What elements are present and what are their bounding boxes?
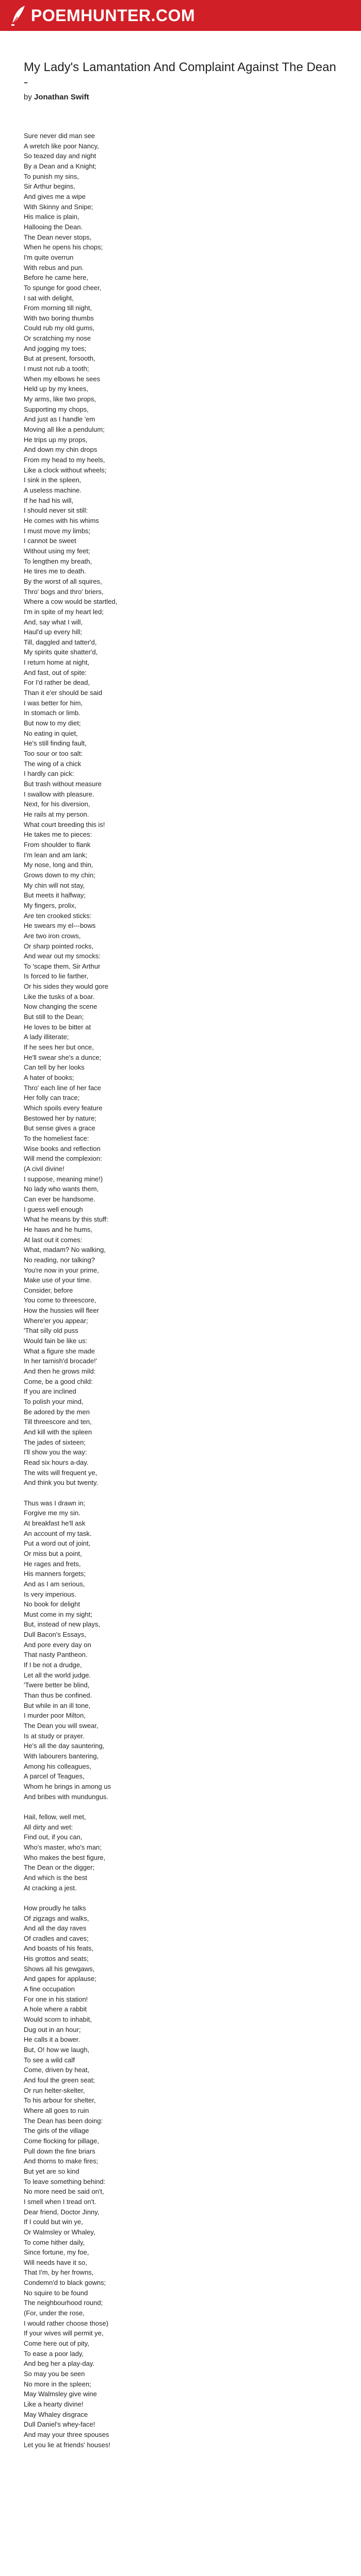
poem-line: He rails at my person. xyxy=(24,810,89,818)
poem-line: Will needs have it so, xyxy=(24,2258,87,2266)
poem-line: Must come in my sight; xyxy=(24,1610,92,1618)
poem-line: Wise books and reflection xyxy=(24,1144,101,1153)
poem-line: Condemn'd to black gowns; xyxy=(24,2279,106,2287)
poem-line: I'll show you the way: xyxy=(24,1448,87,1456)
poem-line: At last out it comes: xyxy=(24,1235,83,1244)
poem-line: Could rub my old gums, xyxy=(24,324,95,332)
poem-line: And down my chin drops xyxy=(24,446,97,454)
poem-line: And as I am serious, xyxy=(24,1580,85,1588)
poem-line: He swears my el---bows xyxy=(24,922,96,930)
poem-line: Dear friend, Doctor Jinny, xyxy=(24,2208,100,2216)
poem-line: In stomach or limb. xyxy=(24,709,80,717)
poem-line: To ease a poor lady, xyxy=(24,2349,84,2358)
poem-line: Who's master, who's man; xyxy=(24,1843,102,1851)
poem-line: Read six hours a-day. xyxy=(24,1458,89,1466)
poem-line: I'm in spite of my heart led; xyxy=(24,607,104,616)
poem-line: Moving all like a pendulum; xyxy=(24,426,105,434)
poem-line: Like the tusks of a boar. xyxy=(24,992,95,1001)
poem-line: The neighbourhood round; xyxy=(24,2299,103,2307)
poem-line: How the hussies will fleer xyxy=(24,1307,99,1315)
poem-line: Come here out of pity, xyxy=(24,2340,89,2348)
byline xyxy=(24,93,338,102)
poem-line: Would scorn to inhabit, xyxy=(24,2015,92,2024)
poem-line: The wits will frequent ye, xyxy=(24,1468,97,1477)
poem-line: When he opens his chops; xyxy=(24,243,103,251)
poem-line: Or scratching my nose xyxy=(24,334,91,343)
poem-line: Bestowed her by nature; xyxy=(24,1114,96,1122)
poem-line: You come to threescore, xyxy=(24,1296,96,1304)
poem-line: Or sharp pointed rocks, xyxy=(24,942,94,950)
poem-body xyxy=(24,131,338,2450)
poem-line: Supporting my chops, xyxy=(24,405,89,413)
poem-line: The Dean never stops, xyxy=(24,233,92,241)
poem-line: Pull down the fine briars xyxy=(24,2147,95,2155)
poem-line: He's still finding fault, xyxy=(24,739,87,748)
poem-line: He's all the day sauntering, xyxy=(24,1742,105,1750)
poem-title: My Lady's Lamantation And Complaint Against The Dean - xyxy=(24,60,336,89)
poem-line: The girls of the village xyxy=(24,2127,89,2135)
poem-line: But at present, forsooth, xyxy=(24,354,95,363)
poem-line: A wretch like poor Nancy, xyxy=(24,142,99,150)
poem-line: With labourers bantering, xyxy=(24,1752,99,1760)
poem-line: (A civil divine! xyxy=(24,1164,64,1173)
poem-line: And pore every day on xyxy=(24,1640,91,1649)
poem-line: But yet are so kind xyxy=(24,2167,79,2175)
poem-line: The Dean has been doing: xyxy=(24,2116,103,2125)
poem-line: Forgive me my sin. xyxy=(24,1509,80,1517)
poem-line: Haul'd up every hill; xyxy=(24,628,83,636)
poem-line: Dug out in an hour; xyxy=(24,2025,81,2033)
poem-line: Or run helter-skelter, xyxy=(24,2086,85,2094)
poem-line: I sat with delight, xyxy=(24,294,74,302)
byline-prefix: by xyxy=(24,93,32,101)
poem-line: What, madam? No walking, xyxy=(24,1246,106,1254)
poem-line: Till threescore and ten, xyxy=(24,1418,92,1426)
poem-line: Like a hearty divine! xyxy=(24,2400,84,2408)
poem-line: The jades of sixteen; xyxy=(24,1438,86,1446)
poem-line: But trash without measure xyxy=(24,780,102,788)
poem-line: May Walmsley give wine xyxy=(24,2390,97,2398)
poem-line: Are ten crooked sticks: xyxy=(24,911,92,920)
poem-line: To 'scape them, Sir Arthur xyxy=(24,962,101,970)
poem-line: I guess well enough xyxy=(24,1205,83,1213)
poem-line: He calls it a bower. xyxy=(24,2036,80,2044)
poem-line: I would rather choose those) xyxy=(24,2319,109,2327)
poem-line: A hole where a rabbit xyxy=(24,2005,87,2013)
poem-line: I must move my limbs; xyxy=(24,527,91,535)
poem-line: What court breeding this is! xyxy=(24,820,105,828)
poem-line: But sense gives a grace xyxy=(24,1124,95,1132)
poem-line: Is very imperious. xyxy=(24,1590,76,1598)
poem-line: He takes me to pieces: xyxy=(24,831,92,839)
poem-line: Grows down to my chin; xyxy=(24,871,95,879)
poem-line: Where'er you appear; xyxy=(24,1316,88,1325)
site-logo[interactable] xyxy=(9,5,195,26)
poem-line: If I be not a drudge, xyxy=(24,1661,82,1669)
poem-line: Too sour or too salt: xyxy=(24,750,83,758)
poem-line: He'll swear she's a dunce; xyxy=(24,1053,102,1061)
poem-line: Is forced to lie farther, xyxy=(24,972,89,980)
poem-line: To spunge for good cheer, xyxy=(24,283,102,292)
poem-line: Without using my feet; xyxy=(24,547,90,555)
poem-line: To his arbour for shelter, xyxy=(24,2096,96,2105)
poem-line: Dull Daniel's whey-face! xyxy=(24,2420,95,2429)
poem-line: My spirits quite shatter'd, xyxy=(24,648,98,656)
logo-text: POEMHUNTER.COM xyxy=(31,6,195,25)
poem-stanza xyxy=(24,131,338,1488)
poem-line: And wear out my smocks: xyxy=(24,952,101,960)
poem-line: So teazed day and night xyxy=(24,152,96,160)
poem-line: And all the day raves xyxy=(24,1924,87,1933)
poem-line: All dirty and wet: xyxy=(24,1823,73,1831)
author-name[interactable]: Jonathan Swift xyxy=(34,93,89,101)
poem-stanza xyxy=(24,1812,338,1893)
poem-line: Come, be a good child: xyxy=(24,1377,93,1385)
poem-line: I return home at night, xyxy=(24,658,90,667)
poem-line: An account of my task. xyxy=(24,1529,92,1537)
poem-line: I sink in the spleen, xyxy=(24,476,81,484)
poem-line: But meets it halfway; xyxy=(24,891,86,900)
poem-line: With rebus and pun. xyxy=(24,263,84,272)
poem-line: Are two iron crows, xyxy=(24,931,81,940)
poem-line: Where a cow would be startled, xyxy=(24,598,118,606)
poem-line: Which spoils every feature xyxy=(24,1104,103,1112)
poem-line: No eating in quiet, xyxy=(24,729,78,737)
poem-line: No more need be said on't, xyxy=(24,2188,104,2196)
poem-line: And beg her a play-day. xyxy=(24,2360,95,2368)
poem-line: Next, for his diversion, xyxy=(24,800,90,808)
poem-line: In her tarnish'd brocade!' xyxy=(24,1357,97,1365)
poem-line: Make use of your time. xyxy=(24,1276,92,1284)
poem-line: Hallooing the Dean. xyxy=(24,223,83,231)
poem-line: His malice is plain, xyxy=(24,213,79,221)
poem-line: Will mend the complexion: xyxy=(24,1155,102,1163)
poem-line: Thus was I drawn in; xyxy=(24,1499,86,1507)
poem-line: The wing of a chick xyxy=(24,759,81,768)
poem-line: He loves to be bitter at xyxy=(24,1023,91,1031)
poem-line: I should never sit still: xyxy=(24,506,88,515)
poem-line: You're now in your prime, xyxy=(24,1266,99,1274)
poem-line: When my elbows he sees xyxy=(24,375,101,383)
poem-line: Dull Bacon's Essays, xyxy=(24,1631,86,1639)
poem-line: Like a clock without wheels; xyxy=(24,466,107,474)
poem-line: His grottos and seats; xyxy=(24,1955,89,1963)
poem-line: No more in the spleen; xyxy=(24,2380,91,2388)
poem-line: Her folly can trace; xyxy=(24,1094,80,1102)
poem-line: To polish your mind, xyxy=(24,1398,84,1406)
poem-line: No book for delight xyxy=(24,1600,80,1608)
poem-line: And gapes for applause; xyxy=(24,1975,96,1983)
poem-line: That nasty Pantheon. xyxy=(24,1651,88,1659)
poem-line: Hail, fellow, well met, xyxy=(24,1812,86,1821)
poem-line: And think you but twenty. xyxy=(24,1479,99,1487)
poem-line: Shows all his gewgaws, xyxy=(24,1964,95,1973)
poem-line: He rages and frets, xyxy=(24,1560,81,1568)
poem-line: To lengthen my breath, xyxy=(24,557,92,565)
poem-line: And boasts of his feats, xyxy=(24,1944,94,1953)
poem-line: If your wives will permit ye, xyxy=(24,2329,104,2337)
poem-line: If I could but win ye, xyxy=(24,2218,83,2226)
poem-line: 'That silly old puss xyxy=(24,1327,78,1335)
poem-line: Or Walmsley or Whaley, xyxy=(24,2228,95,2236)
poem-line: For one in his station! xyxy=(24,1995,88,2003)
poem-line: Now changing the scene xyxy=(24,1003,97,1011)
poem-line: Sure never did man see xyxy=(24,132,95,140)
poem-line: Come, driven by heat, xyxy=(24,2066,90,2074)
poem-line: I murder poor Milton, xyxy=(24,1711,86,1720)
poem-line: And, say what I will, xyxy=(24,618,83,626)
poem-line: How proudly he talks xyxy=(24,1904,86,1912)
poem-line: Can ever be handsome. xyxy=(24,1195,95,1203)
poem-line: Let all the world judge. xyxy=(24,1671,91,1679)
poem-line: A lady illiterate; xyxy=(24,1033,69,1041)
poem-line: And gives me a wipe xyxy=(24,192,86,200)
poem-line: His manners forgets; xyxy=(24,1570,86,1578)
quill-pen-icon xyxy=(9,5,27,26)
poem-line: I'm lean and am lank; xyxy=(24,851,88,859)
poem-line: A useless machine. xyxy=(24,486,82,494)
poem-line: To come hither daily, xyxy=(24,2238,85,2246)
poem-line: I suppose, meaning mine!) xyxy=(24,1175,103,1183)
poem-line: What he means by this stuff: xyxy=(24,1215,108,1224)
poem-line: To leave something behind: xyxy=(24,2177,106,2185)
poem-line: Consider, before xyxy=(24,1286,73,1294)
poem-line: If he had his will, xyxy=(24,496,74,504)
poem-line: But now to my diet; xyxy=(24,719,81,727)
poem-line: Or miss but a point, xyxy=(24,1549,82,1557)
poem-line: I must not rub a tooth; xyxy=(24,365,89,373)
poem-line: And thorns to make fires; xyxy=(24,2157,99,2165)
poem-line: My nose, long and thin, xyxy=(24,861,93,869)
poem-line: I hardly can pick: xyxy=(24,770,74,778)
poem-line: Since fortune, my foe, xyxy=(24,2248,89,2257)
poem-line: And which is the best xyxy=(24,1873,87,1882)
poem-line: My fingers, prolix, xyxy=(24,901,76,909)
poem-line: To see a wild calf xyxy=(24,2056,75,2064)
poem-line: And kill with the spleen xyxy=(24,1428,92,1436)
poem-line: What a figure she made xyxy=(24,1347,95,1355)
poem-line: And bribes with mundungus. xyxy=(24,1792,109,1801)
poem-line: No lady who wants them, xyxy=(24,1185,99,1193)
poem-line: By the worst of all squires, xyxy=(24,577,102,585)
poem-line: Where all goes to ruin xyxy=(24,2106,89,2114)
poem-line: I swallow with pleasure. xyxy=(24,790,94,798)
poem-line: Till, daggled and tatter'd, xyxy=(24,638,97,646)
poem-line: Than thus be confined. xyxy=(24,1691,92,1700)
poem-line: For I'd rather be dead, xyxy=(24,679,90,687)
poem-line: He haws and he hums, xyxy=(24,1225,92,1233)
poem-line: But while in an ill tone, xyxy=(24,1701,91,1709)
poem-line: Find out, if you can, xyxy=(24,1833,83,1841)
poem-line: So may you be seen xyxy=(24,2370,85,2378)
poem-line: No squire to be found xyxy=(24,2289,88,2297)
poem-line: From shoulder to flank xyxy=(24,840,91,849)
poem-line: With two boring thumbs xyxy=(24,314,94,322)
poem-line: With Skinny and Snipe; xyxy=(24,202,93,211)
poem-line: Be adored by the men xyxy=(24,1408,90,1416)
poem-line: And jogging my toes; xyxy=(24,344,87,352)
poem-line: Who makes the best figure, xyxy=(24,1853,106,1861)
poem-line: Can tell by her looks xyxy=(24,1063,85,1072)
poem-line: If you are inclined xyxy=(24,1387,76,1396)
site-header xyxy=(0,0,361,31)
poem-line: But, instead of new plays, xyxy=(24,1620,101,1629)
poem-line: Is at study or prayer. xyxy=(24,1732,85,1740)
poem-line: Let you lie at friends' houses! xyxy=(24,2441,110,2449)
poem-line: I smell when I tread on't. xyxy=(24,2197,96,2206)
poem-line: And may your three spouses xyxy=(24,2430,109,2438)
poem-line: Come flocking for pillage, xyxy=(24,2137,99,2145)
poem-line: From my head to my heels, xyxy=(24,456,105,464)
poem-line: Of cradles and caves; xyxy=(24,1934,89,1942)
poem-line: To the homeliest face: xyxy=(24,1134,89,1142)
poem-line: That I'm, by her frowns, xyxy=(24,2268,94,2277)
poem-line: (For, under the rose, xyxy=(24,2309,85,2317)
poem-line: A fine occupation xyxy=(24,1985,75,1993)
poem-line: Or his sides they would gore xyxy=(24,982,109,991)
poem-line: He comes with his whims xyxy=(24,516,99,524)
poem-line: And foul the green seat; xyxy=(24,2076,95,2084)
poem-line: Thro' each line of her face xyxy=(24,1083,101,1092)
poem-line: Sir Arthur begins, xyxy=(24,182,75,191)
poem-line: Whom he brings in among us xyxy=(24,1782,111,1790)
poem-line: At breakfast he'll ask xyxy=(24,1519,86,1527)
poem-line: My arms, like two props, xyxy=(24,395,96,403)
poem-stanza xyxy=(24,1498,338,1802)
poem-line: From morning till night, xyxy=(24,304,92,312)
poem-line: I'm quite overrun xyxy=(24,253,74,261)
poem-line: If he sees her but once, xyxy=(24,1043,94,1052)
poem-line: Would fain be like us: xyxy=(24,1337,88,1345)
poem-line: May Whaley disgrace xyxy=(24,2410,88,2418)
poem-line: He tires me to death. xyxy=(24,567,86,575)
poem-stanza xyxy=(24,1903,338,2450)
poem-line: A parcel of Teagues, xyxy=(24,1772,85,1781)
poem-line: At cracking a jest. xyxy=(24,1884,77,1892)
poem-line: I was better for him, xyxy=(24,699,83,707)
poem-line: And fast, out of spite: xyxy=(24,668,87,676)
poem-line: Before he came here, xyxy=(24,274,89,282)
poem-line: But, O! how we laugh, xyxy=(24,2046,90,2054)
poem-line: To punish my sins, xyxy=(24,172,79,180)
poem-line: Than it e'er should be said xyxy=(24,689,103,697)
poem-line: No reading, nor talking? xyxy=(24,1256,95,1264)
poem-line: Held up by my knees, xyxy=(24,385,89,393)
poem-line: Thro' bogs and thro' briers, xyxy=(24,587,104,596)
poem-line: And just as I handle 'em xyxy=(24,415,95,423)
poem-line: By a Dean and a Knight; xyxy=(24,162,96,170)
poem-line: 'Twere better be blind, xyxy=(24,1681,90,1689)
poem-line: He trips up my props, xyxy=(24,435,88,444)
poem-line: Among his colleagues, xyxy=(24,1762,91,1770)
poem-line: But still to the Dean; xyxy=(24,1013,84,1021)
poem-line: And then he grows mild: xyxy=(24,1367,96,1376)
poem-article xyxy=(24,60,338,2460)
poem-line: Put a word out of joint, xyxy=(24,1539,91,1548)
poem-line: The Dean or the digger; xyxy=(24,1863,95,1872)
poem-line: The Dean you will swear, xyxy=(24,1722,99,1730)
poem-line: A hater of books; xyxy=(24,1074,74,1082)
poem-line: My chin will not stay, xyxy=(24,881,85,889)
poem-line: Of zigzags and walks, xyxy=(24,1914,89,1922)
poem-line: I cannot be sweet xyxy=(24,537,76,545)
